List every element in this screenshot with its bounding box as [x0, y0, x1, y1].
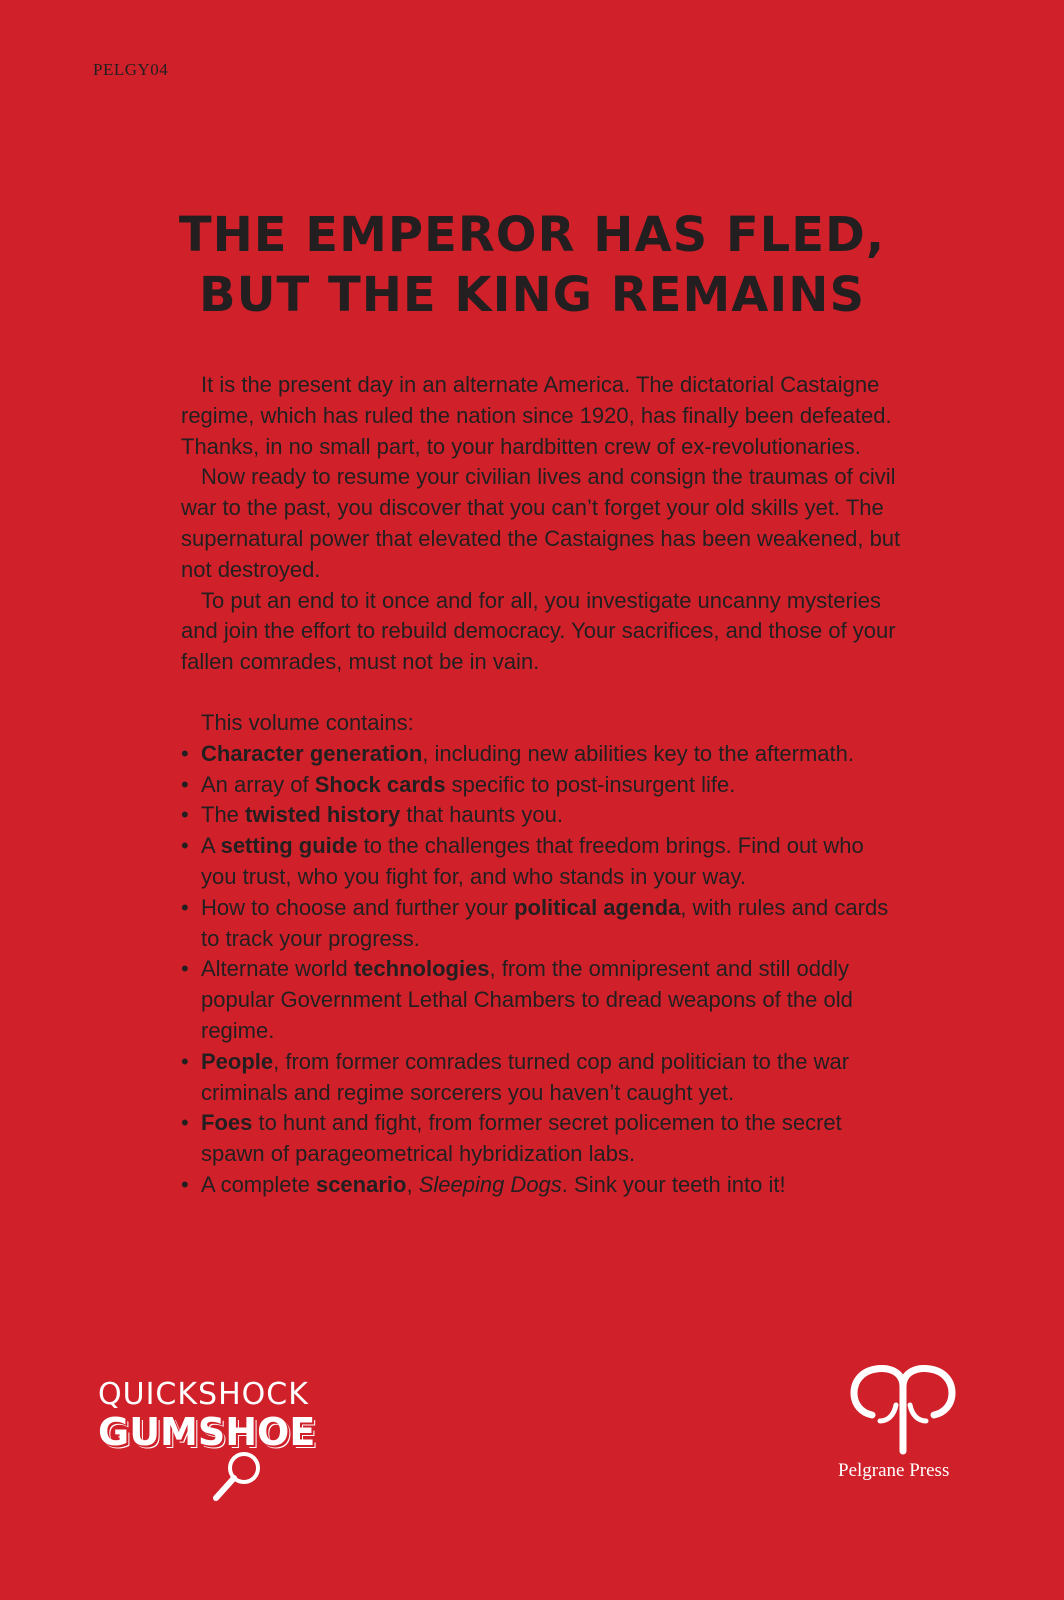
feature-text: specific to post-insurgent life.	[445, 771, 736, 797]
feature-highlight: technologies	[353, 956, 490, 982]
feature-text: A complete	[201, 1171, 316, 1197]
blurb	[181, 370, 901, 1201]
feature-highlight: People	[201, 1048, 274, 1074]
bullet-icon: •	[181, 1171, 189, 1197]
feature-highlight: Shock cards	[314, 771, 446, 797]
feature-text: , including new abilities key to the aftermath.	[422, 740, 854, 766]
feature-text: ,	[406, 1171, 419, 1197]
feature-highlight: setting guide	[220, 833, 358, 859]
feature-item	[181, 739, 901, 770]
feature-text: , from the omnipresent and still oddly popular Government Lethal Chambers to dread weapons of the old regime.	[201, 956, 853, 1043]
paragraph-2: Now ready to resume your civilian lives and consign the traumas of civil war to the past, you discover that you can’t forget your old skills yet. The supernatural power that elevated the Castaignes has been weakened, but not destroyed.	[181, 464, 901, 582]
bullet-icon: •	[181, 1110, 189, 1136]
bullet-icon: •	[181, 1048, 189, 1074]
feature-highlight: Foes	[201, 1110, 253, 1136]
feature-item	[181, 893, 901, 955]
feature-text: How to choose and further your	[201, 894, 515, 920]
feature-text: A	[201, 833, 221, 859]
headline	[0, 205, 1064, 325]
scenario-title: Sleeping Dogs	[418, 1171, 562, 1197]
bullet-icon: •	[181, 833, 189, 859]
feature-item	[181, 770, 901, 801]
feature-highlight: political agenda	[514, 894, 681, 920]
feature-text: . Sink your teeth into it!	[561, 1171, 786, 1197]
feature-item	[181, 800, 901, 831]
headline-line-2: BUT THE KING REMAINS	[198, 267, 866, 323]
pelgrane-bird-icon	[850, 1365, 956, 1455]
feature-text: to the challenges that freedom brings. Find out who you trust, who you fight for, and who stands in your way.	[201, 833, 864, 889]
feature-highlight: scenario	[315, 1171, 407, 1197]
feature-highlight: twisted history	[245, 802, 401, 828]
feature-text: , with rules and cards to track your progress.	[201, 894, 889, 951]
paragraph-3: To put an end to it once and for all, you investigate uncanny mysteries and join the effort to rebuild democracy. Your sacrifices, and those of your fallen comrades, must not be in vain.	[181, 587, 896, 675]
feature-text: that haunts you.	[400, 802, 563, 828]
bullet-icon: •	[181, 802, 189, 828]
pelgrane-press-logo	[838, 1365, 968, 1485]
bullet-icon: •	[181, 894, 189, 920]
feature-highlight: Character generation	[201, 740, 423, 766]
headline-line-1: THE EMPEROR HAS FLED,	[178, 207, 886, 263]
feature-item	[181, 1108, 901, 1170]
bullet-icon: •	[181, 956, 189, 982]
feature-text: An array of	[201, 771, 315, 797]
contents-intro: This volume contains:	[201, 709, 414, 735]
feature-item	[181, 1047, 901, 1109]
publisher-name: Pelgrane Press	[838, 1460, 950, 1481]
magnifying-glass-icon	[208, 1448, 268, 1508]
feature-text: to hunt and fight, from former secret policemen to the secret spawn of parageometrical hybridization labs.	[201, 1110, 842, 1167]
feature-text: , from former comrades turned cop and politician to the war criminals and regime sorcerers you haven’t caught yet.	[201, 1048, 850, 1105]
feature-item	[181, 954, 901, 1046]
bullet-icon: •	[181, 771, 189, 797]
paragraph-1: It is the present day in an alternate America. The dictatorial Castaigne regime, which has ruled the nation since 1920, has finally been defeated. Thanks, in no small part, to your hardbitten crew of ex-revolutionaries.	[181, 372, 892, 459]
feature-text: Alternate world	[201, 956, 354, 982]
feature-item	[181, 831, 901, 893]
feature-text: The	[201, 802, 246, 828]
product-code: PELGY04	[93, 60, 169, 79]
feature-list	[181, 739, 901, 1201]
bullet-icon: •	[181, 740, 189, 766]
feature-item	[181, 1170, 901, 1201]
logo-line-1: QUICKSHOCK	[98, 1377, 309, 1412]
quickshock-gumshoe-logo	[98, 1378, 328, 1498]
logo-line-2: GUMSHOE	[98, 1410, 316, 1454]
